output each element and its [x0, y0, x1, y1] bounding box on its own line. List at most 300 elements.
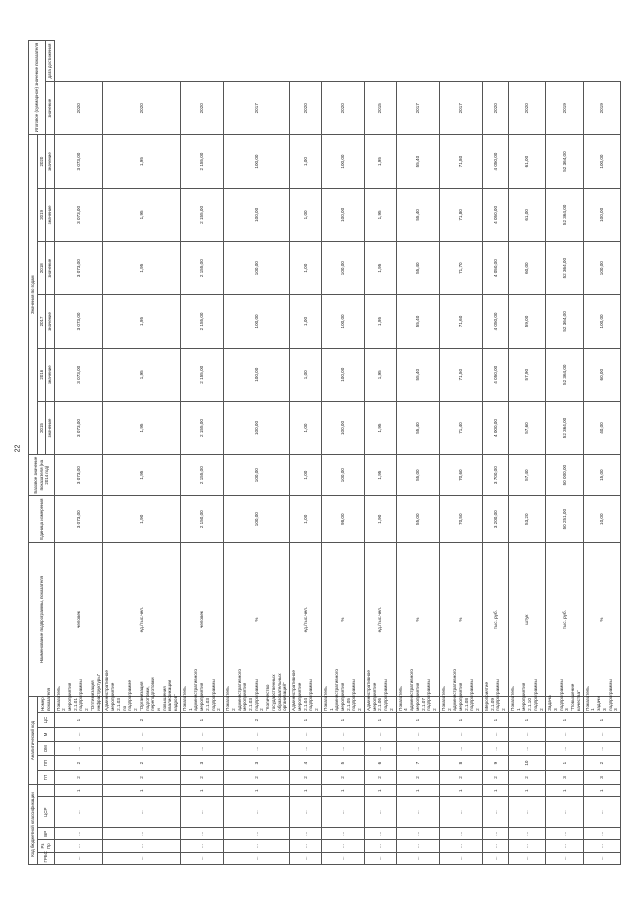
base-value-cell: 55,00 — [396, 496, 439, 543]
year-value-cell: 1,95 — [103, 348, 181, 401]
code-cell: ... — [364, 852, 396, 864]
base-value-cell: 3 073,00 — [54, 496, 103, 543]
indicator-name-cell: Задача 3 подпрограммы 3 "Повышение качества" — [546, 696, 583, 712]
code-cell: 2 — [103, 770, 181, 784]
year-value-cell: 4 050,00 — [482, 348, 508, 401]
table-row — [482, 41, 508, 865]
base-value-cell: 3 200,00 — [482, 496, 508, 543]
table-row — [583, 41, 620, 865]
unit-cell: ед./тыс.чел. — [364, 543, 396, 697]
code-cell: ... — [439, 852, 482, 864]
code-cell: ... — [180, 727, 223, 741]
final-date-cell: 2015 — [364, 82, 396, 135]
indicator-name-cell: Административное мероприятие 2.1.03 по подпрограмме 2 "Организация подготовки, переподготовки и повышения квалификации кадров" — [103, 696, 181, 712]
year-value-cell: 57,90 — [508, 348, 545, 401]
gp-header: ГП — [37, 770, 54, 784]
indicator-number-cell: 1 — [321, 713, 364, 727]
year-value-cell: 71,60 — [439, 295, 482, 348]
final-value-header: Итоговое (суммарное) значение показателя — [29, 41, 46, 135]
code-cell: ... — [321, 852, 364, 864]
indicator-number-cell: 2 — [103, 713, 181, 727]
year-value-cell: 50 000,00 — [546, 455, 583, 496]
table-row — [321, 41, 364, 865]
indicator-name-cell: Мероприятие 2.1.09 подпрограммы 2 — [482, 696, 508, 712]
year-2015-header: 2015 — [37, 401, 46, 454]
year-value-cell: 52 364,00 — [546, 295, 583, 348]
base-value-cell: 1,90 — [364, 496, 396, 543]
year-value-cell: 3 073,00 — [54, 242, 103, 295]
year-value-cell: 2 155,00 — [180, 401, 223, 454]
unit-cell: % — [396, 543, 439, 697]
code-cell: ... — [583, 727, 620, 741]
code-cell: ... — [103, 797, 181, 828]
code-cell: ... — [321, 840, 364, 852]
name-header: Наименование подпрограммы, показателя — [29, 543, 55, 697]
code-cell: ... — [439, 797, 482, 828]
year-value-cell: 100,00 — [224, 348, 290, 401]
cs-header: ЦС — [37, 713, 54, 727]
year-value-cell: 3 073,00 — [54, 188, 103, 241]
final-date-cell: 2017 — [224, 82, 290, 135]
year-value-cell: 61,00 — [508, 188, 545, 241]
year-value-cell: 3 700,00 — [482, 455, 508, 496]
code-cell: 2 — [583, 756, 620, 770]
value-subheader: значение — [46, 135, 55, 188]
code-cell: ... — [364, 828, 396, 840]
code-cell: ... — [396, 727, 439, 741]
indicator-number-cell: 1 — [583, 713, 620, 727]
final-date-cell: 2020 — [508, 82, 545, 135]
table-row — [546, 41, 583, 865]
code-cell: ... — [482, 840, 508, 852]
indicator-name-cell: Показатель 2 административного мероприятия 2.1.08 подпрограммы 2 — [439, 696, 482, 712]
year-2017-header: 2017 — [37, 295, 46, 348]
final-value-cell: 100,00 — [224, 135, 290, 188]
code-cell: ... — [224, 840, 290, 852]
code-cell: ... — [546, 852, 583, 864]
code-cell: 2 — [103, 756, 181, 770]
code-cell: ... — [482, 742, 508, 756]
code-cell: 1 — [180, 785, 223, 797]
code-cell: 1 — [290, 785, 322, 797]
year-2016-header: 2016 — [37, 348, 46, 401]
code-cell: ... — [482, 797, 508, 828]
final-value-subheader: значение — [46, 82, 55, 135]
year-value-cell: 100,00 — [224, 455, 290, 496]
code-cell: 1 — [321, 785, 364, 797]
final-value-cell: 3 073,00 — [54, 135, 103, 188]
year-value-cell: 71,50 — [439, 348, 482, 401]
year-value-cell: 100,00 — [224, 401, 290, 454]
budget-code-header: Код бюджетной классификации — [29, 785, 38, 865]
unit-cell: % — [583, 543, 620, 697]
indicator-number-cell: 1 — [508, 713, 545, 727]
table-row — [103, 41, 181, 865]
indicator-number-cell: 1 — [290, 713, 322, 727]
table-row — [224, 41, 290, 865]
code-cell: ... — [103, 742, 181, 756]
indicator-number-cell: 1 — [364, 713, 396, 727]
code-cell: ... — [583, 797, 620, 828]
indicator-name-cell: Показатель 1 административного мероприятия 2.1.05 подпрограммы 2 — [321, 696, 364, 712]
year-value-cell: 100,00 — [583, 188, 620, 241]
grbs-header: ГРБС — [37, 852, 54, 864]
year-value-cell: 1,95 — [103, 188, 181, 241]
final-value-cell: 1,95 — [103, 135, 181, 188]
code-cell: 1 — [546, 756, 583, 770]
base-value-cell: 10,00 — [583, 496, 620, 543]
base-value-cell: 98,00 — [321, 496, 364, 543]
table-row — [364, 41, 396, 865]
final-value-cell: 1,95 — [364, 135, 396, 188]
code-cell: 7 — [396, 756, 439, 770]
code-cell: 2 — [321, 770, 364, 784]
year-value-cell: 60,00 — [508, 242, 545, 295]
year-value-cell: 57,60 — [508, 401, 545, 454]
year-value-cell: 100,00 — [321, 455, 364, 496]
year-value-cell: 100,00 — [224, 295, 290, 348]
base-value-cell: 1,90 — [103, 496, 181, 543]
final-date-cell: 2020 — [54, 82, 103, 135]
code-cell: ... — [364, 742, 396, 756]
year-value-cell: 1,95 — [364, 295, 396, 348]
code-cell: ... — [224, 852, 290, 864]
year-value-cell: 1,00 — [290, 242, 322, 295]
code-cell: 1 — [439, 785, 482, 797]
code-cell: 6 — [364, 756, 396, 770]
code-cell: ... — [508, 852, 545, 864]
final-date-cell: 2020 — [103, 82, 181, 135]
table-row — [54, 41, 103, 865]
year-value-cell: 1,95 — [103, 455, 181, 496]
code-cell: 2 — [224, 770, 290, 784]
final-date-cell: 2017 — [439, 82, 482, 135]
unit-cell: ед./тыс.чел. — [290, 543, 322, 697]
rzpr-header: Рз Пр — [37, 840, 54, 852]
year-value-cell: 4 050,00 — [482, 188, 508, 241]
code-cell: ... — [546, 797, 583, 828]
code-cell: ... — [224, 828, 290, 840]
year-value-cell: 100,00 — [583, 242, 620, 295]
year-value-cell: 15,00 — [583, 455, 620, 496]
code-cell: 2 — [482, 770, 508, 784]
indicator-name-cell: Административное мероприятие 2.1.06 подпрограммы 2 — [364, 696, 396, 712]
code-cell: ... — [508, 797, 545, 828]
code-cell: ... — [439, 828, 482, 840]
final-value-cell: 100,00 — [583, 135, 620, 188]
pp-header: ПП — [37, 756, 54, 770]
code-cell: ... — [290, 828, 322, 840]
analytic-code-header: Аналитический код — [29, 696, 38, 784]
indicator-no-header: Номер показателя — [37, 696, 54, 712]
code-cell: ... — [396, 852, 439, 864]
code-cell: ... — [321, 727, 364, 741]
code-cell: 1 — [224, 785, 290, 797]
code-cell: ... — [482, 828, 508, 840]
unit-cell: человек — [180, 543, 223, 697]
code-cell: ... — [54, 852, 103, 864]
indicators-body — [54, 41, 621, 865]
code-cell: ... — [290, 742, 322, 756]
code-cell: 5 — [321, 756, 364, 770]
code-cell: 1 — [583, 785, 620, 797]
code-cell: ... — [290, 797, 322, 828]
year-value-cell: 1,95 — [364, 188, 396, 241]
base-header: Базовое значение показателя (на 2014 год) — [29, 455, 55, 496]
code-cell: ... — [439, 727, 482, 741]
code-cell: 1 — [54, 785, 103, 797]
year-value-cell: 3 073,00 — [54, 348, 103, 401]
code-cell: ... — [439, 742, 482, 756]
table-row — [180, 41, 223, 865]
final-value-cell: 55,40 — [396, 135, 439, 188]
indicator-name-cell: Административное мероприятие 2.1.04 подпрограммы 2 — [290, 696, 322, 712]
final-date-cell: 2020 — [482, 82, 508, 135]
code-cell: ... — [508, 742, 545, 756]
code-cell: ... — [508, 828, 545, 840]
final-date-cell: 2017 — [396, 82, 439, 135]
code-cell: ... — [103, 828, 181, 840]
code-cell: ... — [290, 840, 322, 852]
code-cell: ... — [321, 742, 364, 756]
unit-header: Единица измерения — [29, 496, 55, 543]
code-cell: ... — [508, 727, 545, 741]
indicator-number-cell: 1 — [396, 713, 439, 727]
code-cell: ... — [439, 840, 482, 852]
year-value-cell: 2 155,00 — [180, 348, 223, 401]
value-subheader: значение — [46, 401, 55, 454]
table-row — [290, 41, 322, 865]
code-cell: ... — [546, 840, 583, 852]
unit-cell: % — [439, 543, 482, 697]
year-value-cell: 2 155,00 — [180, 188, 223, 241]
code-cell: ... — [290, 852, 322, 864]
year-value-cell: 55,40 — [396, 295, 439, 348]
code-cell: ... — [224, 727, 290, 741]
code-cell: ... — [482, 727, 508, 741]
year-2018-header: 2018 — [37, 242, 46, 295]
vr-header: ВР — [37, 828, 54, 840]
base-value-cell: 50 251,00 — [546, 496, 583, 543]
year-2019-header: 2019 — [37, 188, 46, 241]
year-value-cell: 1,95 — [103, 295, 181, 348]
year-value-cell: 71,80 — [439, 188, 482, 241]
year-value-cell: 100,00 — [224, 242, 290, 295]
code-cell: 3 — [583, 770, 620, 784]
page-number: 22 — [14, 444, 22, 453]
values-by-year-header: Значения по годам — [29, 135, 38, 455]
year-value-cell: 59,00 — [508, 295, 545, 348]
year-value-cell: 1,00 — [290, 348, 322, 401]
indicator-number-cell: 1 — [180, 713, 223, 727]
code-cell: 3 — [546, 770, 583, 784]
final-value-cell: 4 050,00 — [482, 135, 508, 188]
year-value-cell: 57,40 — [508, 455, 545, 496]
code-cell: 2 — [508, 770, 545, 784]
year-value-cell: 1,95 — [103, 242, 181, 295]
code-cell: ... — [224, 797, 290, 828]
year-value-cell: 100,00 — [583, 295, 620, 348]
code-cell: ... — [396, 828, 439, 840]
code-cell: ... — [180, 828, 223, 840]
table-row — [439, 41, 482, 865]
code-cell: 1 — [364, 785, 396, 797]
year-value-cell: 52 364,00 — [546, 401, 583, 454]
code-cell: 9 — [482, 756, 508, 770]
year-value-cell: 55,40 — [396, 348, 439, 401]
value-subheader: значение — [46, 242, 55, 295]
final-value-cell: 2 155,00 — [180, 135, 223, 188]
year-value-cell: 1,95 — [364, 242, 396, 295]
empty-header — [37, 785, 54, 797]
year-value-cell: 52 364,00 — [546, 348, 583, 401]
year-value-cell: 70,60 — [439, 455, 482, 496]
year-value-cell: 4 000,00 — [482, 401, 508, 454]
code-cell: ... — [180, 840, 223, 852]
code-cell: 1 — [103, 785, 181, 797]
year-value-cell: 71,70 — [439, 242, 482, 295]
code-cell: 4 — [290, 756, 322, 770]
year-value-cell: 1,95 — [103, 401, 181, 454]
unit-cell: тыс. руб. — [482, 543, 508, 697]
year-value-cell: 52 364,00 — [546, 242, 583, 295]
indicator-number-cell: 1 — [54, 713, 103, 727]
unit-cell: человек — [54, 543, 103, 697]
code-cell: ... — [546, 742, 583, 756]
code-cell: ... — [180, 852, 223, 864]
code-cell: 1 — [482, 785, 508, 797]
code-cell: ... — [103, 852, 181, 864]
indicator-name-cell: Показатель 1 мероприятия 2.1.10 подпрограммы 2 — [508, 696, 545, 712]
code-cell: ... — [396, 797, 439, 828]
code-cell: ... — [321, 797, 364, 828]
indicators-table — [28, 40, 621, 865]
code-cell: 10 — [508, 756, 545, 770]
m-header: М — [37, 727, 54, 741]
code-cell: ... — [224, 742, 290, 756]
code-cell: ... — [54, 727, 103, 741]
final-value-cell: 52 364,00 — [546, 135, 583, 188]
code-cell: ... — [54, 742, 103, 756]
year-value-cell: 1,95 — [364, 348, 396, 401]
year-value-cell: 60,00 — [583, 348, 620, 401]
year-value-cell: 3 073,00 — [54, 295, 103, 348]
code-cell: 1 — [546, 785, 583, 797]
year-value-cell: 1,00 — [290, 401, 322, 454]
year-value-cell: 1,00 — [290, 295, 322, 348]
year-value-cell: 55,40 — [396, 401, 439, 454]
unit-cell: штук — [508, 543, 545, 697]
code-cell: ... — [546, 727, 583, 741]
indicator-number-cell: 1 — [546, 713, 583, 727]
code-cell: ... — [290, 727, 322, 741]
year-value-cell: 55,40 — [396, 242, 439, 295]
code-cell: ... — [364, 727, 396, 741]
base-value-cell: 70,50 — [439, 496, 482, 543]
code-cell: ... — [103, 727, 181, 741]
code-cell: ... — [396, 840, 439, 852]
code-cell: ... — [482, 852, 508, 864]
base-value-cell: 2 150,00 — [180, 496, 223, 543]
year-value-cell: 100,00 — [224, 188, 290, 241]
code-cell: ... — [583, 828, 620, 840]
indicator-number-cell: 1 — [439, 713, 482, 727]
indicator-name-cell: Показатель 4 административного мероприятия 2.1.07 подпрограммы 2 — [396, 696, 439, 712]
table-row — [508, 41, 545, 865]
final-date-subheader: дата достижения — [46, 41, 55, 82]
code-cell: 2 — [54, 756, 103, 770]
year-value-cell: 2 155,00 — [180, 455, 223, 496]
code-cell: ... — [508, 840, 545, 852]
unit-cell: тыс. руб. — [546, 543, 583, 697]
indicator-name-cell: Показатель 1 административного мероприятия 2.1.03 подпрограммы 2 — [180, 696, 223, 712]
code-cell: 2 — [364, 770, 396, 784]
code-cell: 2 — [290, 770, 322, 784]
year-value-cell: 100,00 — [321, 401, 364, 454]
code-cell: 2 — [396, 770, 439, 784]
final-date-cell: 2019 — [546, 82, 583, 135]
value-subheader: значение — [46, 348, 55, 401]
year-value-cell: 4 050,00 — [482, 242, 508, 295]
indicator-number-cell: 2 — [224, 713, 290, 727]
final-value-cell: 100,00 — [321, 135, 364, 188]
code-cell: ... — [546, 828, 583, 840]
code-cell: ... — [103, 840, 181, 852]
base-value-cell: 100,00 — [224, 496, 290, 543]
code-cell: ... — [54, 828, 103, 840]
year-value-cell: 55,40 — [396, 188, 439, 241]
final-date-cell: 2020 — [180, 82, 223, 135]
value-subheader: значение — [46, 188, 55, 241]
code-cell: ... — [180, 797, 223, 828]
year-value-cell: 4 050,00 — [482, 295, 508, 348]
year-value-cell: 2 155,00 — [180, 295, 223, 348]
final-value-cell: 1,00 — [290, 135, 322, 188]
code-cell: 2 — [439, 770, 482, 784]
year-value-cell: 1,95 — [364, 455, 396, 496]
code-cell: ... — [583, 742, 620, 756]
year-value-cell: 71,40 — [439, 401, 482, 454]
table-row — [396, 41, 439, 865]
year-value-cell: 100,00 — [321, 348, 364, 401]
code-cell: 2 — [180, 770, 223, 784]
code-cell: 3 — [180, 756, 223, 770]
unit-cell: ед./тыс.чел. — [103, 543, 181, 697]
year-value-cell: 1,00 — [290, 455, 322, 496]
base-value-cell: 1,00 — [290, 496, 322, 543]
base-value-cell: 53,20 — [508, 496, 545, 543]
indicator-number-cell: 1 — [482, 713, 508, 727]
year-value-cell: 52 364,00 — [546, 188, 583, 241]
unit-cell: % — [321, 543, 364, 697]
year-value-cell: 2 155,00 — [180, 242, 223, 295]
year-value-cell: 1,00 — [290, 188, 322, 241]
final-value-cell: 61,00 — [508, 135, 545, 188]
code-cell: ... — [364, 797, 396, 828]
year-value-cell: 3 073,00 — [54, 401, 103, 454]
year-value-cell: 100,00 — [321, 242, 364, 295]
indicator-name-cell: Показатель 2 административного мероприятия 2.1.03 подпрограммы 2 "Количество государственных образовательных организаций" — [224, 696, 290, 712]
final-date-cell: 2019 — [583, 82, 620, 135]
code-cell: ... — [54, 797, 103, 828]
year-value-cell: 55,00 — [396, 455, 439, 496]
year-value-cell: 100,00 — [321, 295, 364, 348]
indicator-name-cell: Показатель 2 мероприятия 2.1.01 подпрограммы 2 "Оптимизация инфраструктуры" — [54, 696, 103, 712]
year-value-cell: 1,95 — [364, 401, 396, 454]
code-cell: 1 — [508, 785, 545, 797]
final-date-cell: 2020 — [321, 82, 364, 135]
code-cell: ... — [583, 840, 620, 852]
